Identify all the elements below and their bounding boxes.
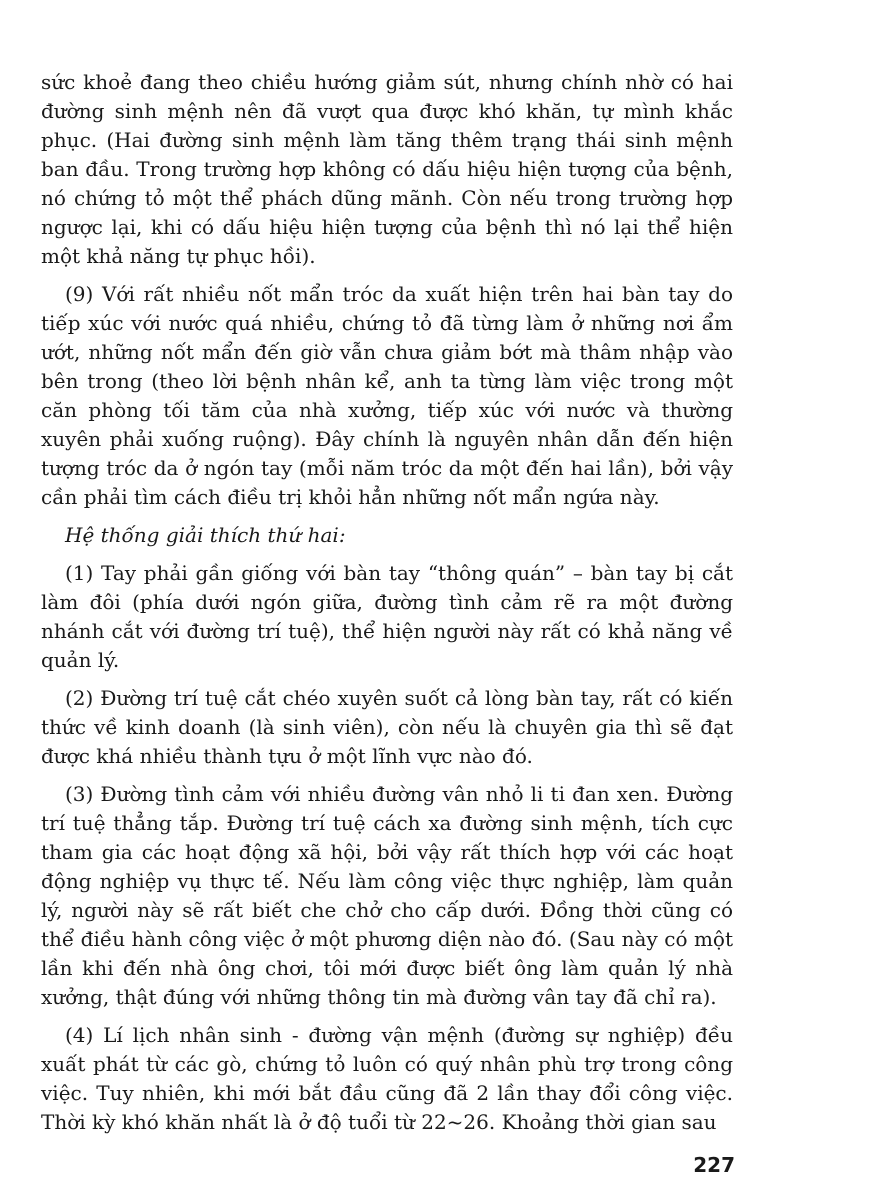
page-body bbox=[41, 68, 733, 1146]
paragraph-item-3: (3) Đường tình cảm với nhiều đường vân nhỏ li ti đan xen. Đường trí tuệ thẳng tắp. Đường trí tuệ cách xa đường sinh mệnh, tích cực tham gia các hoạt động xã hội, bởi vậy rất thích hợp với các hoạt động nghiệp vụ thực tế. Nếu làm công việc thực nghiệp, làm quản lý, người này sẽ rất biết che chở cho cấp dưới. Đồng thời cũng có thể điều hành công việc ở một phương diện nào đó. (Sau này có một lần khi đến nhà ông chơi, tôi mới được biết ông làm quản lý nhà xưởng, thật đúng với những thông tin mà đường vân tay đã chỉ ra). bbox=[41, 782, 733, 1009]
page-number: 227 bbox=[693, 1153, 735, 1177]
paragraph-item-4: (4) Lí lịch nhân sinh - đường vận mệnh (đường sự nghiệp) đều xuất phát từ các gò, chứng tỏ luôn có quý nhân phù trợ trong công việc. Tuy nhiên, khi mới bắt đầu cũng đã 2 lần thay đổi công việc. Thời kỳ khó khăn nhất là ở độ tuổi từ 22~26. Khoảng thời gian sau bbox=[41, 1023, 733, 1134]
paragraph-continuation: sức khoẻ đang theo chiều hướng giảm sút, nhưng chính nhờ có hai đường sinh mệnh nên đã vượt qua được khó khăn, tự mình khắc phục. (Hai đường sinh mệnh làm tăng thêm trạng thái sinh mệnh ban đầu. Trong trường hợp không có dấu hiệu hiện tượng của bệnh, nó chứng tỏ một thể phách dũng mãnh. Còn nếu trong trường hợp ngược lại, khi có dấu hiệu hiện tượng của bệnh thì nó lại thể hiện một khả năng tự phục hồi). bbox=[41, 70, 733, 268]
paragraph-item-2: (2) Đường trí tuệ cắt chéo xuyên suốt cả lòng bàn tay, rất có kiến thức về kinh doanh (là sinh viên), còn nếu là chuyên gia thì sẽ đạt được khá nhiều thành tựu ở một lĩnh vực nào đó. bbox=[41, 686, 733, 768]
paragraph-item-9: (9) Với rất nhiều nốt mẩn tróc da xuất hiện trên hai bàn tay do tiếp xúc với nước quá nhiều, chứng tỏ đã từng làm ở những nơi ẩm ướt, những nốt mẩn đến giờ vẫn chưa giảm bớt mà thâm nhập vào bên trong (theo lời bệnh nhân kể, anh ta từng làm việc trong một căn phòng tối tăm của nhà xưởng, tiếp xúc với nước và thường xuyên phải xuống ruộng). Đây chính là nguyên nhân dẫn đến hiện tượng tróc da ở ngón tay (mỗi năm tróc da một đến hai lần), bởi vậy cần phải tìm cách điều trị khỏi hẳn những nốt mẩn ngứa này. bbox=[41, 282, 733, 509]
section-heading: Hệ thống giải thích thứ hai: bbox=[65, 523, 346, 547]
paragraph-item-1: (1) Tay phải gần giống với bàn tay “thông quán” – bàn tay bị cắt làm đôi (phía dưới ngón giữa, đường tình cảm rẽ ra một đường nhánh cắt với đường trí tuệ), thể hiện người này rất có khả năng về quản lý. bbox=[41, 561, 733, 672]
